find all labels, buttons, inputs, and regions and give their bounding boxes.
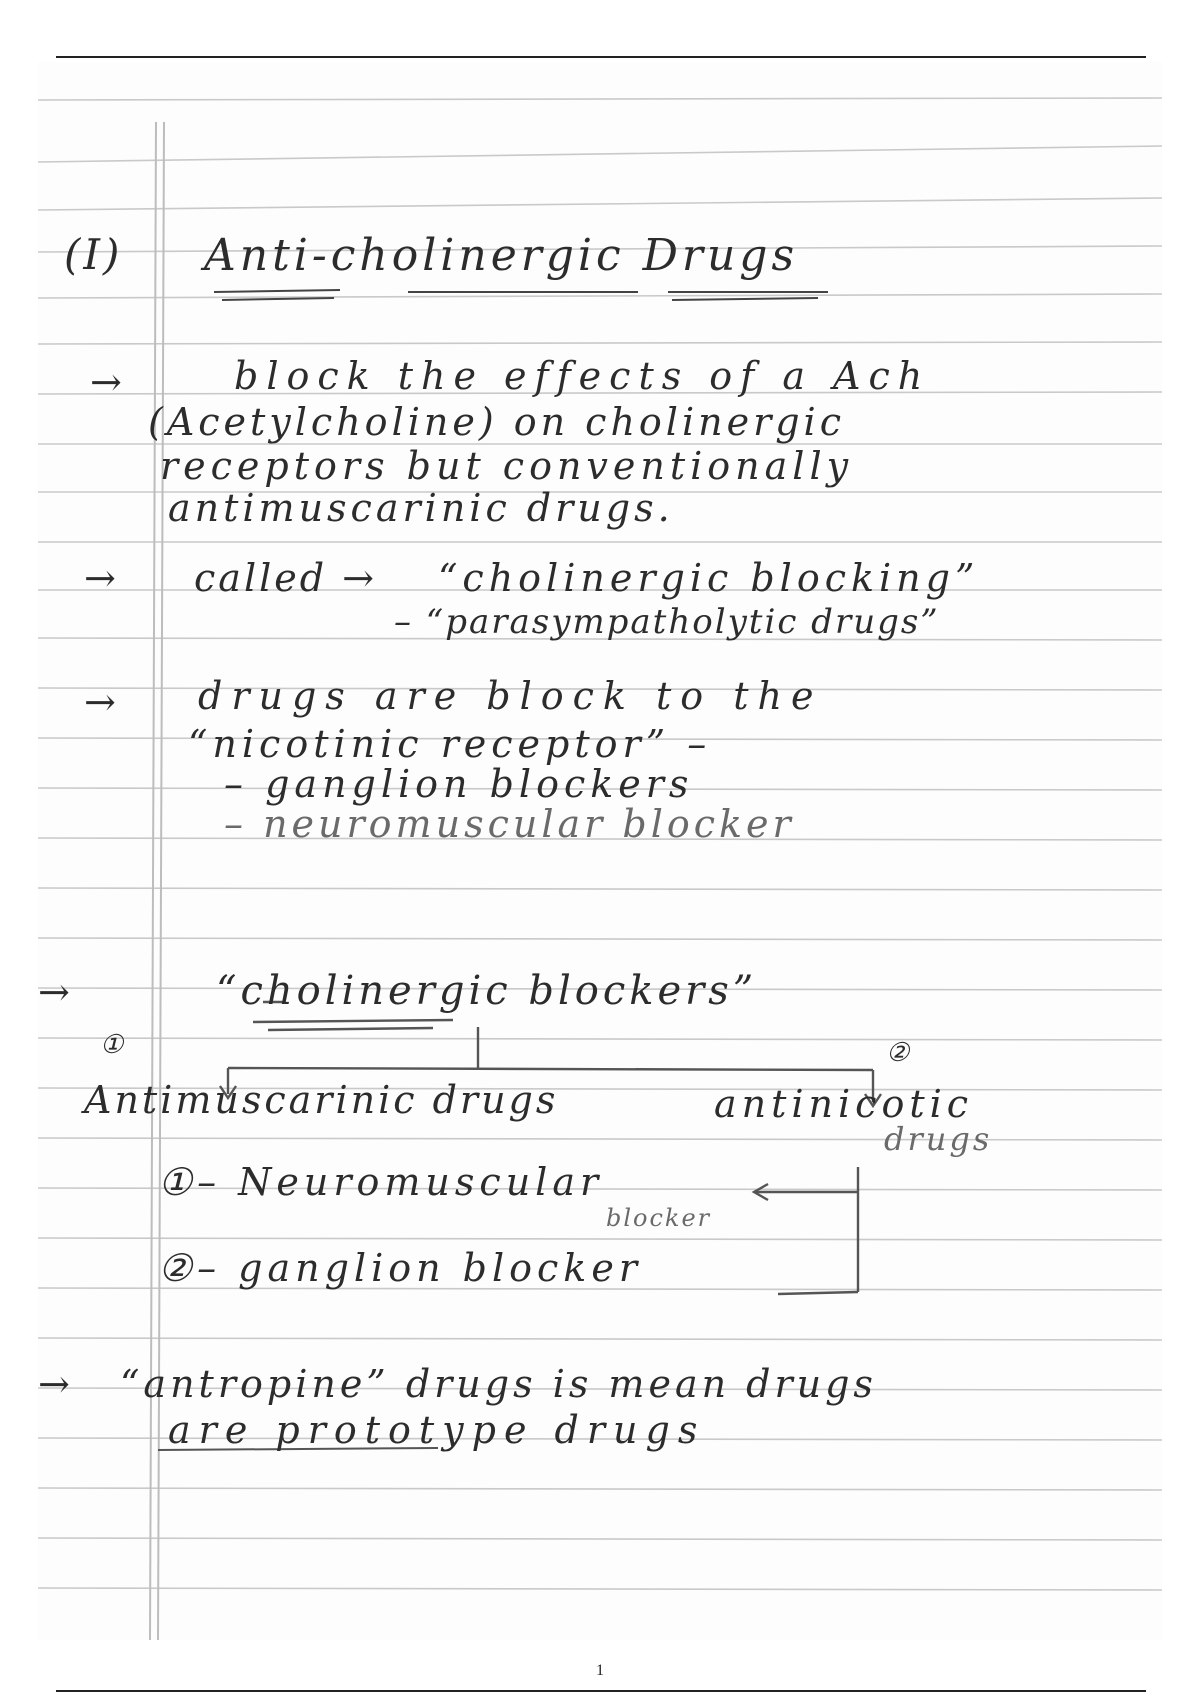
sub-item-neuromuscular: ①– Neuromuscular [158,1160,604,1204]
top-rule [56,56,1146,58]
point3-line2: “nicotinic receptor” – [188,722,712,766]
arrow-icon: → [38,1362,73,1406]
sub-item-ganglion: ②– ganglion blocker [158,1246,642,1290]
point4-title: “cholinergic blockers” [216,968,758,1014]
arrow-icon: → [84,556,119,600]
point5-line2: are prototype drugs [168,1408,706,1452]
point1-line4: antimuscarinic drugs. [168,486,674,530]
arrow-icon: → [84,680,119,724]
point1-line1: block the effects of a Ach [234,354,931,398]
arrow-icon: → [38,970,73,1014]
section-number: (I) [64,230,123,279]
branch1-label: Antimuscarinic drugs [84,1078,559,1122]
point3-line1: drugs are block to the [198,674,823,718]
branch2-label-line2: drugs [884,1120,993,1158]
page-number: 1 [596,1662,604,1679]
bottom-rule [56,1690,1146,1692]
point2-line2: – “parasympatholytic drugs” [394,602,940,642]
point5-line1: “antropine” drugs is mean drugs [120,1362,877,1406]
point3-line3: – ganglion blockers [224,762,694,806]
branch2-number: ② [886,1038,913,1068]
arrow-icon: → [90,360,125,404]
notebook-page [38,62,1162,1640]
point2-prefix: called → [194,556,377,600]
point2-line1: “cholinergic blocking” [438,556,980,600]
section-title: Anti-cholinergic Drugs [204,230,799,281]
point1-line2: (Acetylcholine) on cholinergic [148,400,845,444]
sub-item-neuromuscular-cont: blocker [606,1204,712,1232]
point1-line3: receptors but conventionally [160,444,854,488]
branch2-label-line1: antinicotic [714,1082,974,1126]
branch1-number: ① [100,1030,127,1060]
point3-line4: – neuromuscular blocker [224,802,795,846]
